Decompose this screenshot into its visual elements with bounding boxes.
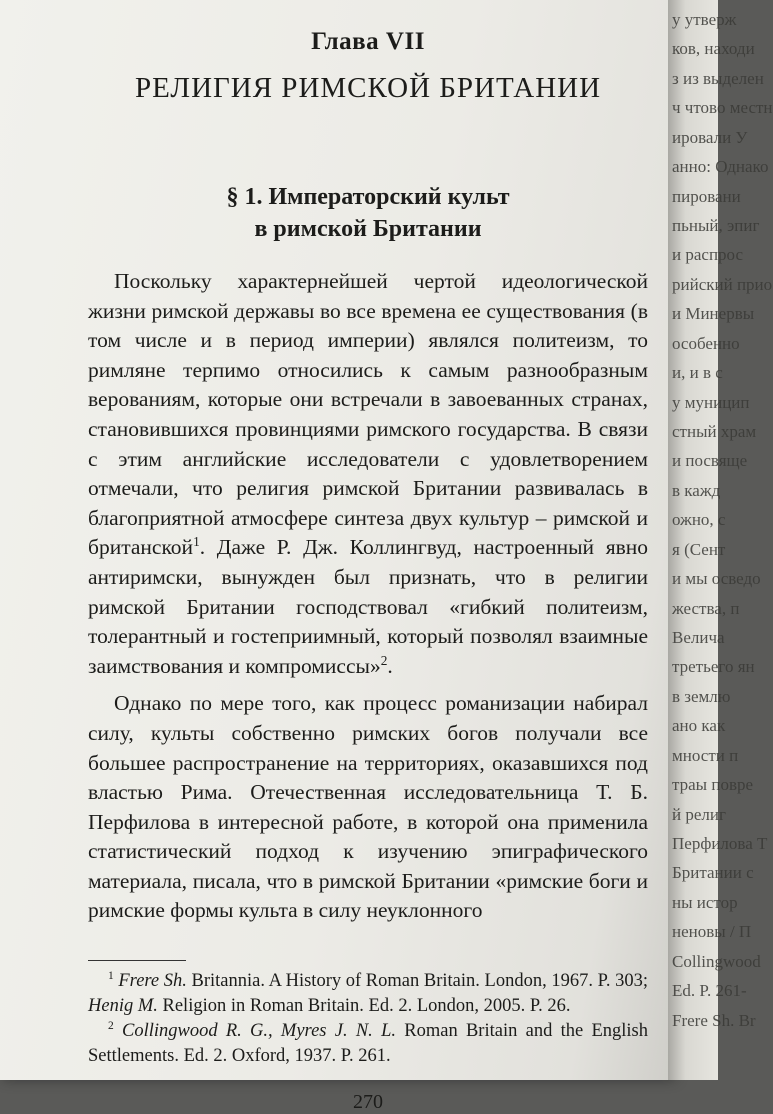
adjacent-page-fragment: я (Сент <box>672 539 726 559</box>
adjacent-page-fragment: Frere Sh. Br <box>672 1010 756 1030</box>
adjacent-page-fragment: Велича <box>672 628 725 647</box>
footnote-1 <box>88 969 648 1019</box>
footnote-2-text: Roman Britain and the English Settlements. Ed. 2. Oxford, 1937. P. 261. <box>88 1021 648 1067</box>
adjacent-page-fragment: ков, находи <box>672 39 755 59</box>
footnote-1-text: Britannia. A History of Roman Britain. London, 1967. P. 303; <box>191 971 648 992</box>
section-heading-line-2: в римской Британии <box>254 216 482 242</box>
footnote-2 <box>88 1019 648 1069</box>
adjacent-page-fragment: и посвяще <box>672 451 748 471</box>
adjacent-page-fragment: мности п <box>672 745 739 765</box>
adjacent-page-fragment: й религ <box>672 804 726 824</box>
adjacent-page-fragment: траы повре <box>672 775 754 795</box>
footnote-2-author: Collingwood R. G., Myres J. N. L. <box>122 1021 396 1042</box>
section-heading-line-1: § 1. Императорский культ <box>226 184 510 210</box>
adjacent-page-fragment: неновы / П <box>672 922 752 942</box>
adjacent-page-fragment: в землю <box>672 686 731 706</box>
paragraph-1-part-c: . <box>387 653 393 678</box>
adjacent-page-fragment: у муницип <box>672 392 750 412</box>
paragraph-1-part-a: Поскольку характернейшей чертой идеологической жизни римской державы во все времена ее существования (в том числе и в период империи) являлся политеизм, то римляне терпимо относились к самым разнообразным верованиям, которые они встречали в завоеванных странах, становившихся провинциями римского государства. В связи с этим английские исследователи с удовлетворением отмечали, что религия римской Британии развивалась в благоприятной атмосфере синтеза двух культур – римской и британской <box>88 269 648 560</box>
footnote-divider <box>88 960 186 961</box>
adjacent-page-fragment: и Минервы <box>672 304 755 324</box>
footnote-ref-1: 1 <box>193 534 200 550</box>
paragraph-1 <box>88 267 648 681</box>
adjacent-page-fragment: и мы осведо <box>672 569 761 589</box>
footnote-1-author: Frere Sh. <box>118 971 187 992</box>
paragraph-2: Однако по мере того, как процесс романизации набирал силу, культы собственно римских богов получали все большее распространение на территориях, оказавшихся под властью Рима. Отечественная исследовательница Т. Б. Перфилова в интересной работе, в которой она применила статистический подход к изучению эпиграфического материала, писала, что в римской Британии «римские боги и римские формы культа в силу неуклонного <box>88 691 648 923</box>
adjacent-page-fragment: жества, п <box>672 598 740 618</box>
footnote-2-number: 2 <box>108 1019 114 1032</box>
adjacent-page-fragment: третьего ян <box>672 657 755 677</box>
section-heading <box>88 181 648 245</box>
adjacent-page-fragment: з из выделен <box>672 68 764 88</box>
adjacent-page-fragment: и, и в с <box>672 363 723 383</box>
adjacent-page-fragment: у утверж <box>672 10 737 29</box>
adjacent-page-fragment: особенно <box>672 333 740 353</box>
adjacent-page-fragment: пировани <box>672 186 741 206</box>
page-text-block <box>88 24 648 1114</box>
adjacent-page-fragment: ано как <box>672 716 726 736</box>
adjacent-page-fragment: стный храм <box>672 422 757 441</box>
footnote-1-author-2: Henig M. <box>88 996 158 1017</box>
adjacent-page-edge <box>668 0 773 1080</box>
footnote-1-number: 1 <box>108 969 114 982</box>
page-number: 270 <box>353 1091 383 1114</box>
adjacent-page-fragment: ировали У <box>672 127 748 147</box>
adjacent-page-fragment: анно: Однако <box>672 157 769 177</box>
chapter-label: Глава VII <box>311 28 425 55</box>
adjacent-page-fragment: рийский прио <box>672 274 773 294</box>
chapter-title: РЕЛИГИЯ РИМСКОЙ БРИТАНИИ <box>134 72 602 104</box>
adjacent-page-fragment: Collingwood <box>672 951 761 971</box>
footnote-1-text-2: Religion in Roman Britain. Ed. 2. London, 2005. P. 26. <box>162 996 571 1017</box>
adjacent-page-fragment: ны истор <box>672 892 738 912</box>
adjacent-page-fragment: и распрос <box>672 245 744 265</box>
paragraph-1-part-b: . Даже Р. Дж. Коллингвуд, настроенный явно антиримски, вынужден был признать, что в религии римской Британии господствовал «гибкий политеизм, толерантный и гостеприимный, который позволял взаимные заимствования и компромиссы» <box>88 535 648 678</box>
adjacent-page-fragment: пьный, эпиг <box>672 216 760 235</box>
adjacent-page-fragment: Ed. P. 261- <box>672 981 747 1001</box>
adjacent-page-fragment: в кажд <box>672 480 721 500</box>
adjacent-page-fragment: ч чтово местн <box>672 98 773 118</box>
adjacent-page-fragment: ожно, с <box>672 510 726 530</box>
footnote-ref-2: 2 <box>380 652 388 668</box>
adjacent-page-fragment: Перфилова Т <box>672 834 768 853</box>
adjacent-page-fragment: Британии с <box>672 863 754 883</box>
